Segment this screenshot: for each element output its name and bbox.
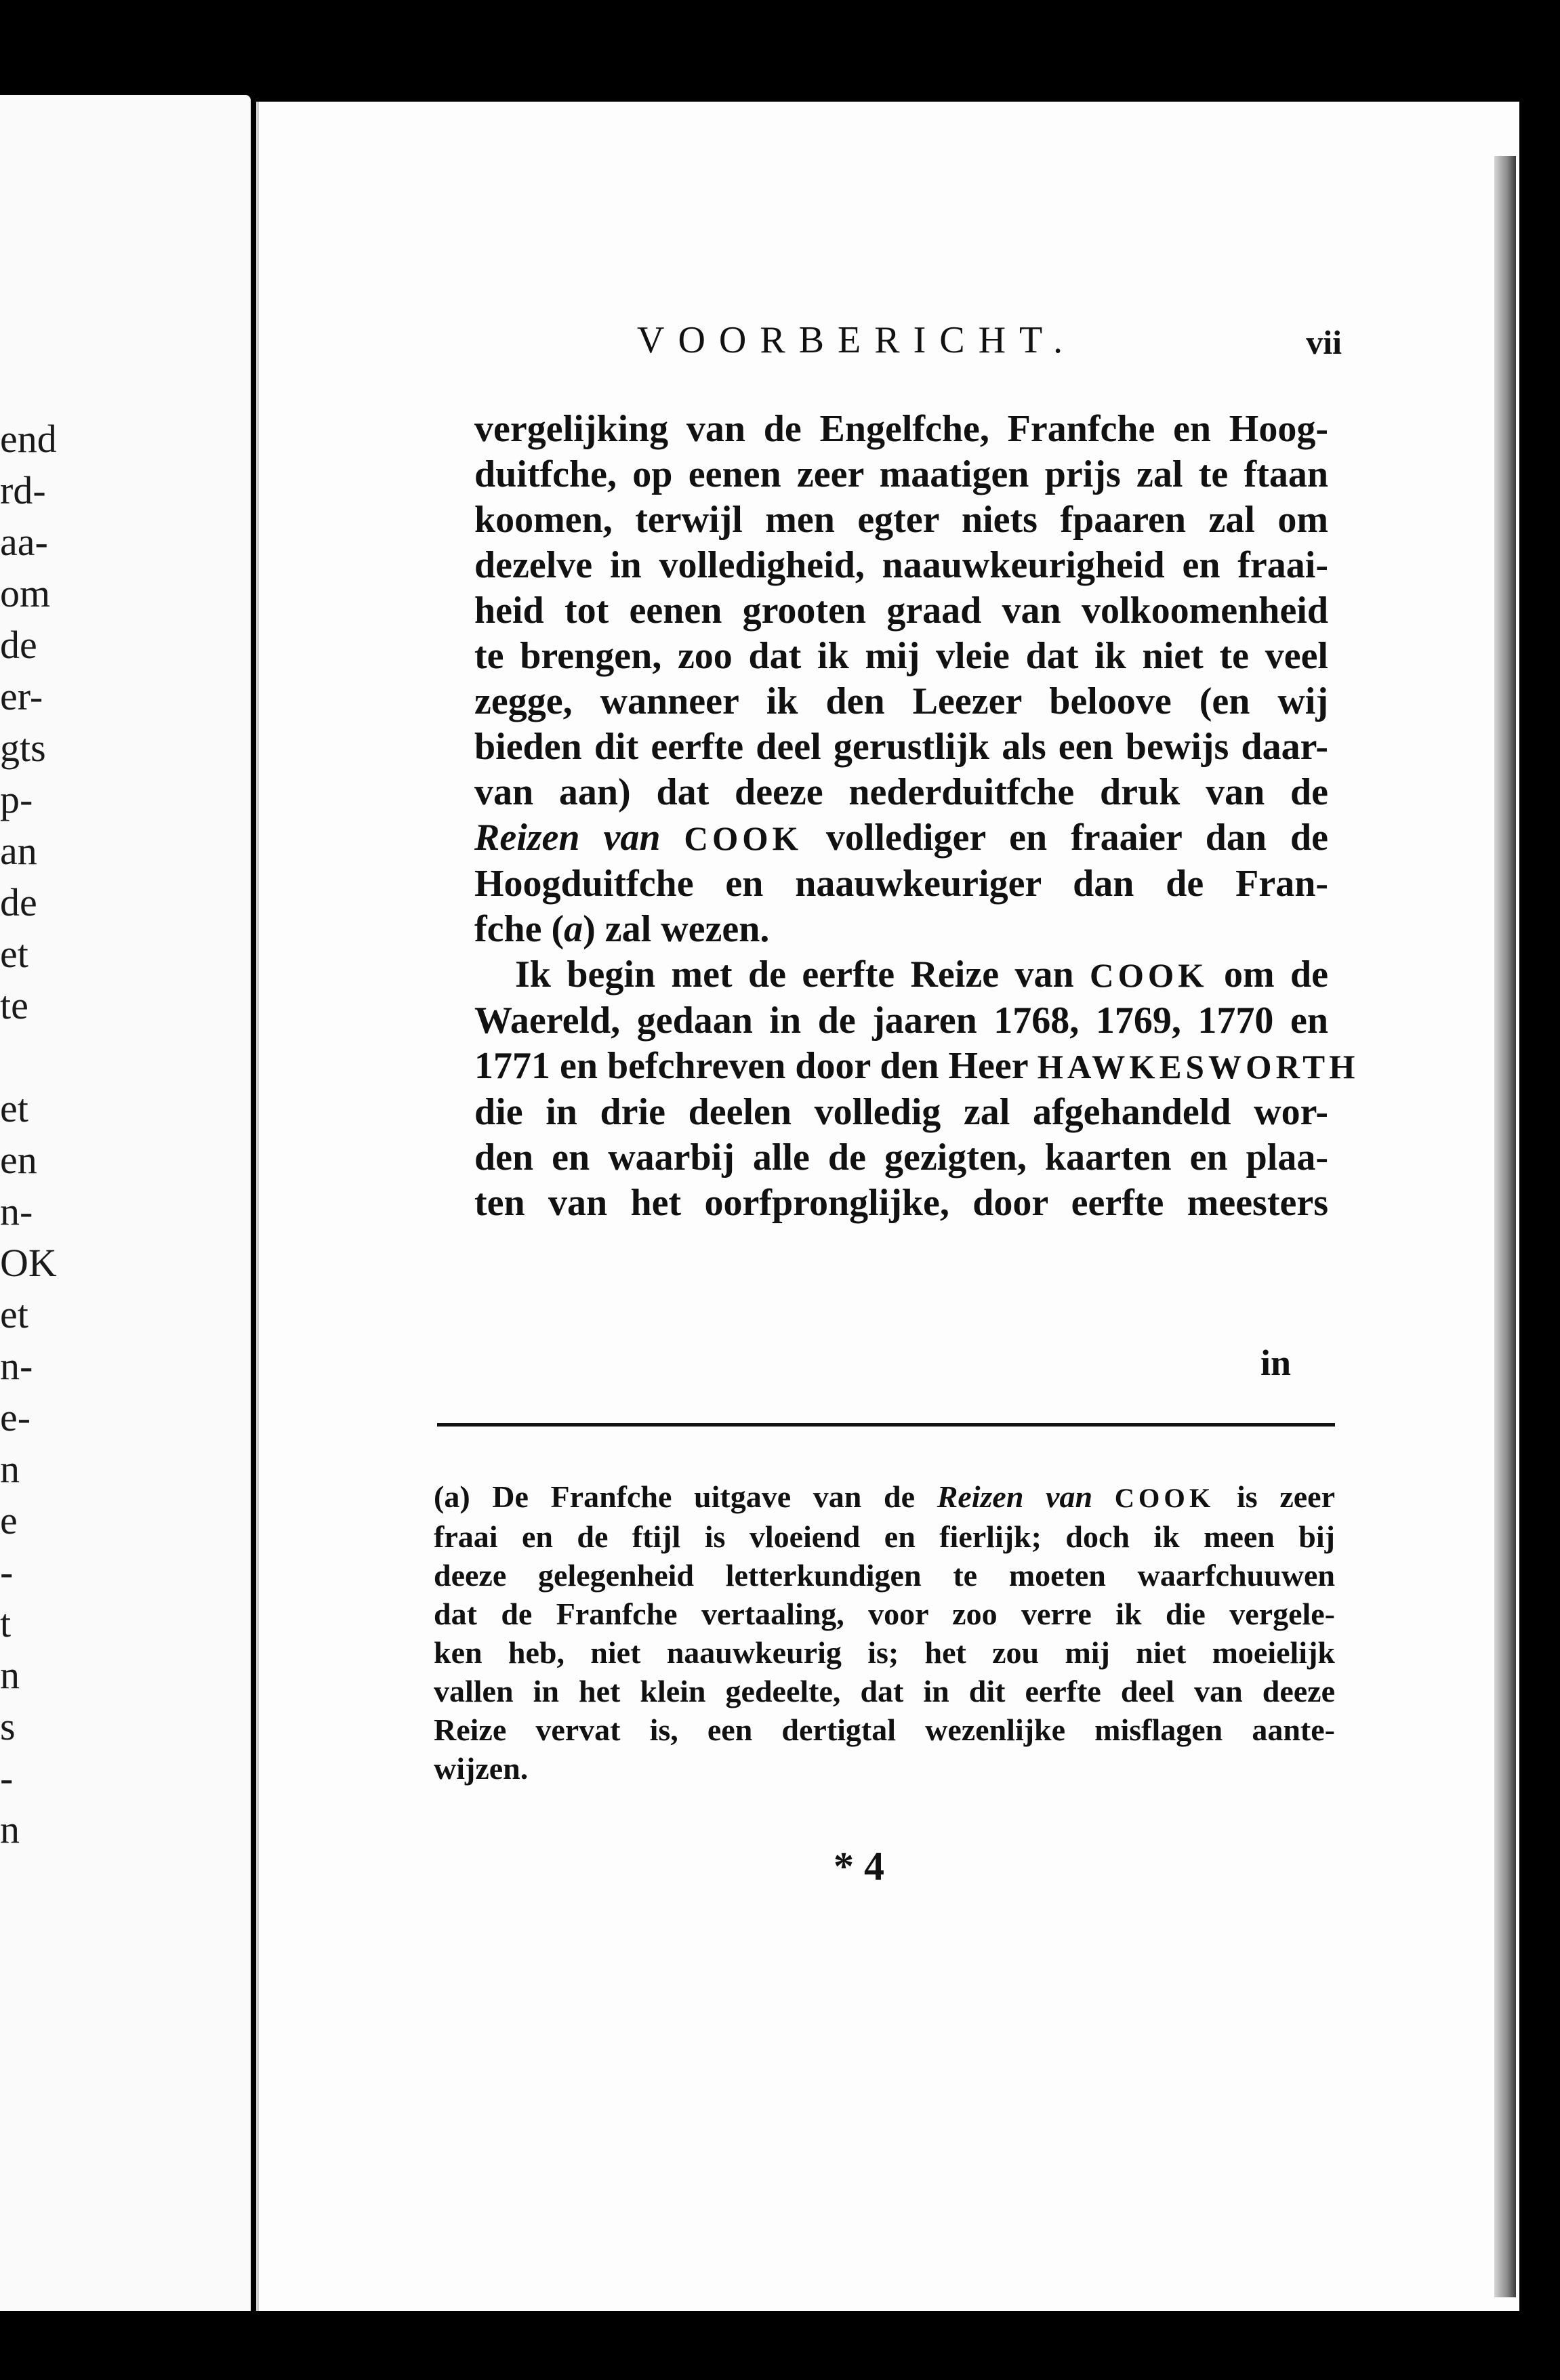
page-header: [637, 319, 1342, 373]
text-span: om de: [1223, 953, 1329, 996]
left-fragment: om: [0, 571, 51, 615]
left-fragment: n: [0, 1653, 20, 1697]
text-span: vollediger en fraaier dan de: [825, 817, 1328, 859]
footnote-line: vallen in het klein gedeelte, dat in dit eerfte deel van deeze: [434, 1674, 1335, 1708]
left-fragment: s: [0, 1704, 16, 1748]
left-fragment: gts: [0, 726, 46, 770]
left-fragment: n: [0, 1447, 20, 1491]
footnote-reference: a: [564, 908, 583, 950]
left-fragment: end: [0, 417, 57, 461]
footnote-marker: (a): [434, 1479, 470, 1514]
footnote-line: deeze gelegenheid letterkundigen te moeten waarfchuuwen: [434, 1558, 1335, 1593]
left-fragment: an: [0, 829, 37, 873]
footnote-line: ken heb, niet naauwkeurig is; het zou mij niet moeielijk: [434, 1635, 1335, 1670]
text-span: ) zal wezen.: [583, 908, 770, 950]
printer-signature: * 4: [834, 1844, 884, 1889]
book-spine-edge: [1494, 156, 1516, 2297]
text-line: ten van het oorfpronglijke, door eerfte meesters: [474, 1182, 1328, 1224]
footnote-line: Reize vervat is, een dertigtal wezenlijke misflagen aante-: [434, 1712, 1335, 1747]
footnote-line: [434, 1477, 1335, 1517]
text-line: den en waarbij alle de gezigten, kaarten en plaa-: [474, 1136, 1328, 1178]
catchword: in: [1260, 1342, 1292, 1383]
left-fragment: et: [0, 1292, 28, 1336]
left-fragment: et: [0, 1086, 28, 1130]
text-line: Hoogduitfche en naauwkeuriger dan de Fran-: [474, 863, 1328, 905]
italic-title: Reizen van: [474, 817, 661, 859]
text-line: [474, 1044, 1359, 1090]
left-fragment: e: [0, 1498, 18, 1542]
text-span: is zeer: [1237, 1479, 1336, 1514]
footnote-line: dat de Franfche vertaaling, voor zoo verre ik die vergele-: [434, 1597, 1335, 1631]
left-fragment: [0, 1031, 81, 1083]
left-fragment: n-: [0, 1189, 33, 1233]
text-line: koomen, terwijl men egter niets fpaaren zal om: [474, 499, 1328, 541]
text-line: Waereld, gedaan in de jaaren 1768, 1769, 1770 en: [474, 1000, 1328, 1042]
body-text: [474, 407, 1359, 1226]
small-caps-name: COOK: [1090, 957, 1208, 994]
left-fragment: de: [0, 623, 37, 667]
text-line: bieden dit eerfte deel gerustlijk als een bewijs daar-: [474, 726, 1328, 768]
page-number: vii: [1306, 323, 1342, 361]
left-fragment: er-: [0, 674, 43, 718]
text-span: 1771 en befchreven door den Heer: [474, 1045, 1028, 1087]
text-line: [474, 907, 1328, 952]
italic-title: Reizen van: [937, 1479, 1093, 1514]
footnote-divider: [437, 1423, 1335, 1427]
text-span: fche (: [474, 908, 565, 950]
left-fragment: de: [0, 880, 37, 924]
text-line: [474, 952, 1328, 998]
running-title: VOORBERICHT.: [637, 319, 1077, 361]
left-fragment: n-: [0, 1344, 33, 1388]
small-caps-name: COOK: [684, 820, 802, 857]
left-fragment: en: [0, 1138, 37, 1182]
left-fragment: -: [0, 1756, 14, 1800]
left-fragment: p-: [0, 777, 33, 821]
text-line: die in drie deelen volledig zal afgehandeld wor-: [474, 1091, 1328, 1133]
left-fragment: e-: [0, 1395, 31, 1439]
footnote-line: wijzen.: [434, 1751, 529, 1786]
text-line: [474, 815, 1328, 861]
text-line: vergelijking van de Engelfche, Franfche en Hoog-: [474, 408, 1328, 450]
left-fragment: n: [0, 1807, 20, 1851]
left-fragment: -: [0, 1550, 14, 1594]
left-fragment: te: [0, 983, 28, 1027]
text-line: zegge, wanneer ik den Leezer beloove (en wij: [474, 680, 1328, 722]
footnote-line: fraai en de ftijl is vloeiend en fierlijk; doch ik meen bij: [434, 1519, 1335, 1554]
left-fragment: t: [0, 1601, 12, 1645]
small-caps-name: HAWKESWORTH: [1037, 1048, 1359, 1086]
text-line: van aan) dat deeze nederduitfche druk van de: [474, 771, 1328, 813]
left-page-text-fragments: [0, 413, 81, 1855]
left-fragment: et: [0, 932, 28, 976]
left-fragment: aa-: [0, 520, 48, 564]
small-caps-name: COOK: [1114, 1483, 1215, 1513]
text-line: dezelve in volledigheid, naauwkeurigheid en fraai-: [474, 544, 1328, 586]
text-line: te brengen, zoo dat ik mij vleie dat ik niet te veel: [474, 635, 1328, 677]
text-span: Ik begin met de eerfte Reize van: [515, 953, 1074, 996]
left-page: [0, 95, 251, 2311]
text-line: duitfche, op eenen zeer maatigen prijs zal te ftaan: [474, 453, 1328, 495]
left-fragment: rd-: [0, 468, 46, 512]
text-span: De Franfche uitgave van de: [492, 1479, 915, 1514]
left-fragment: OK: [0, 1241, 57, 1285]
footnote: [434, 1477, 1335, 1788]
text-line: heid tot eenen grooten graad van volkoomenheid: [474, 590, 1328, 632]
